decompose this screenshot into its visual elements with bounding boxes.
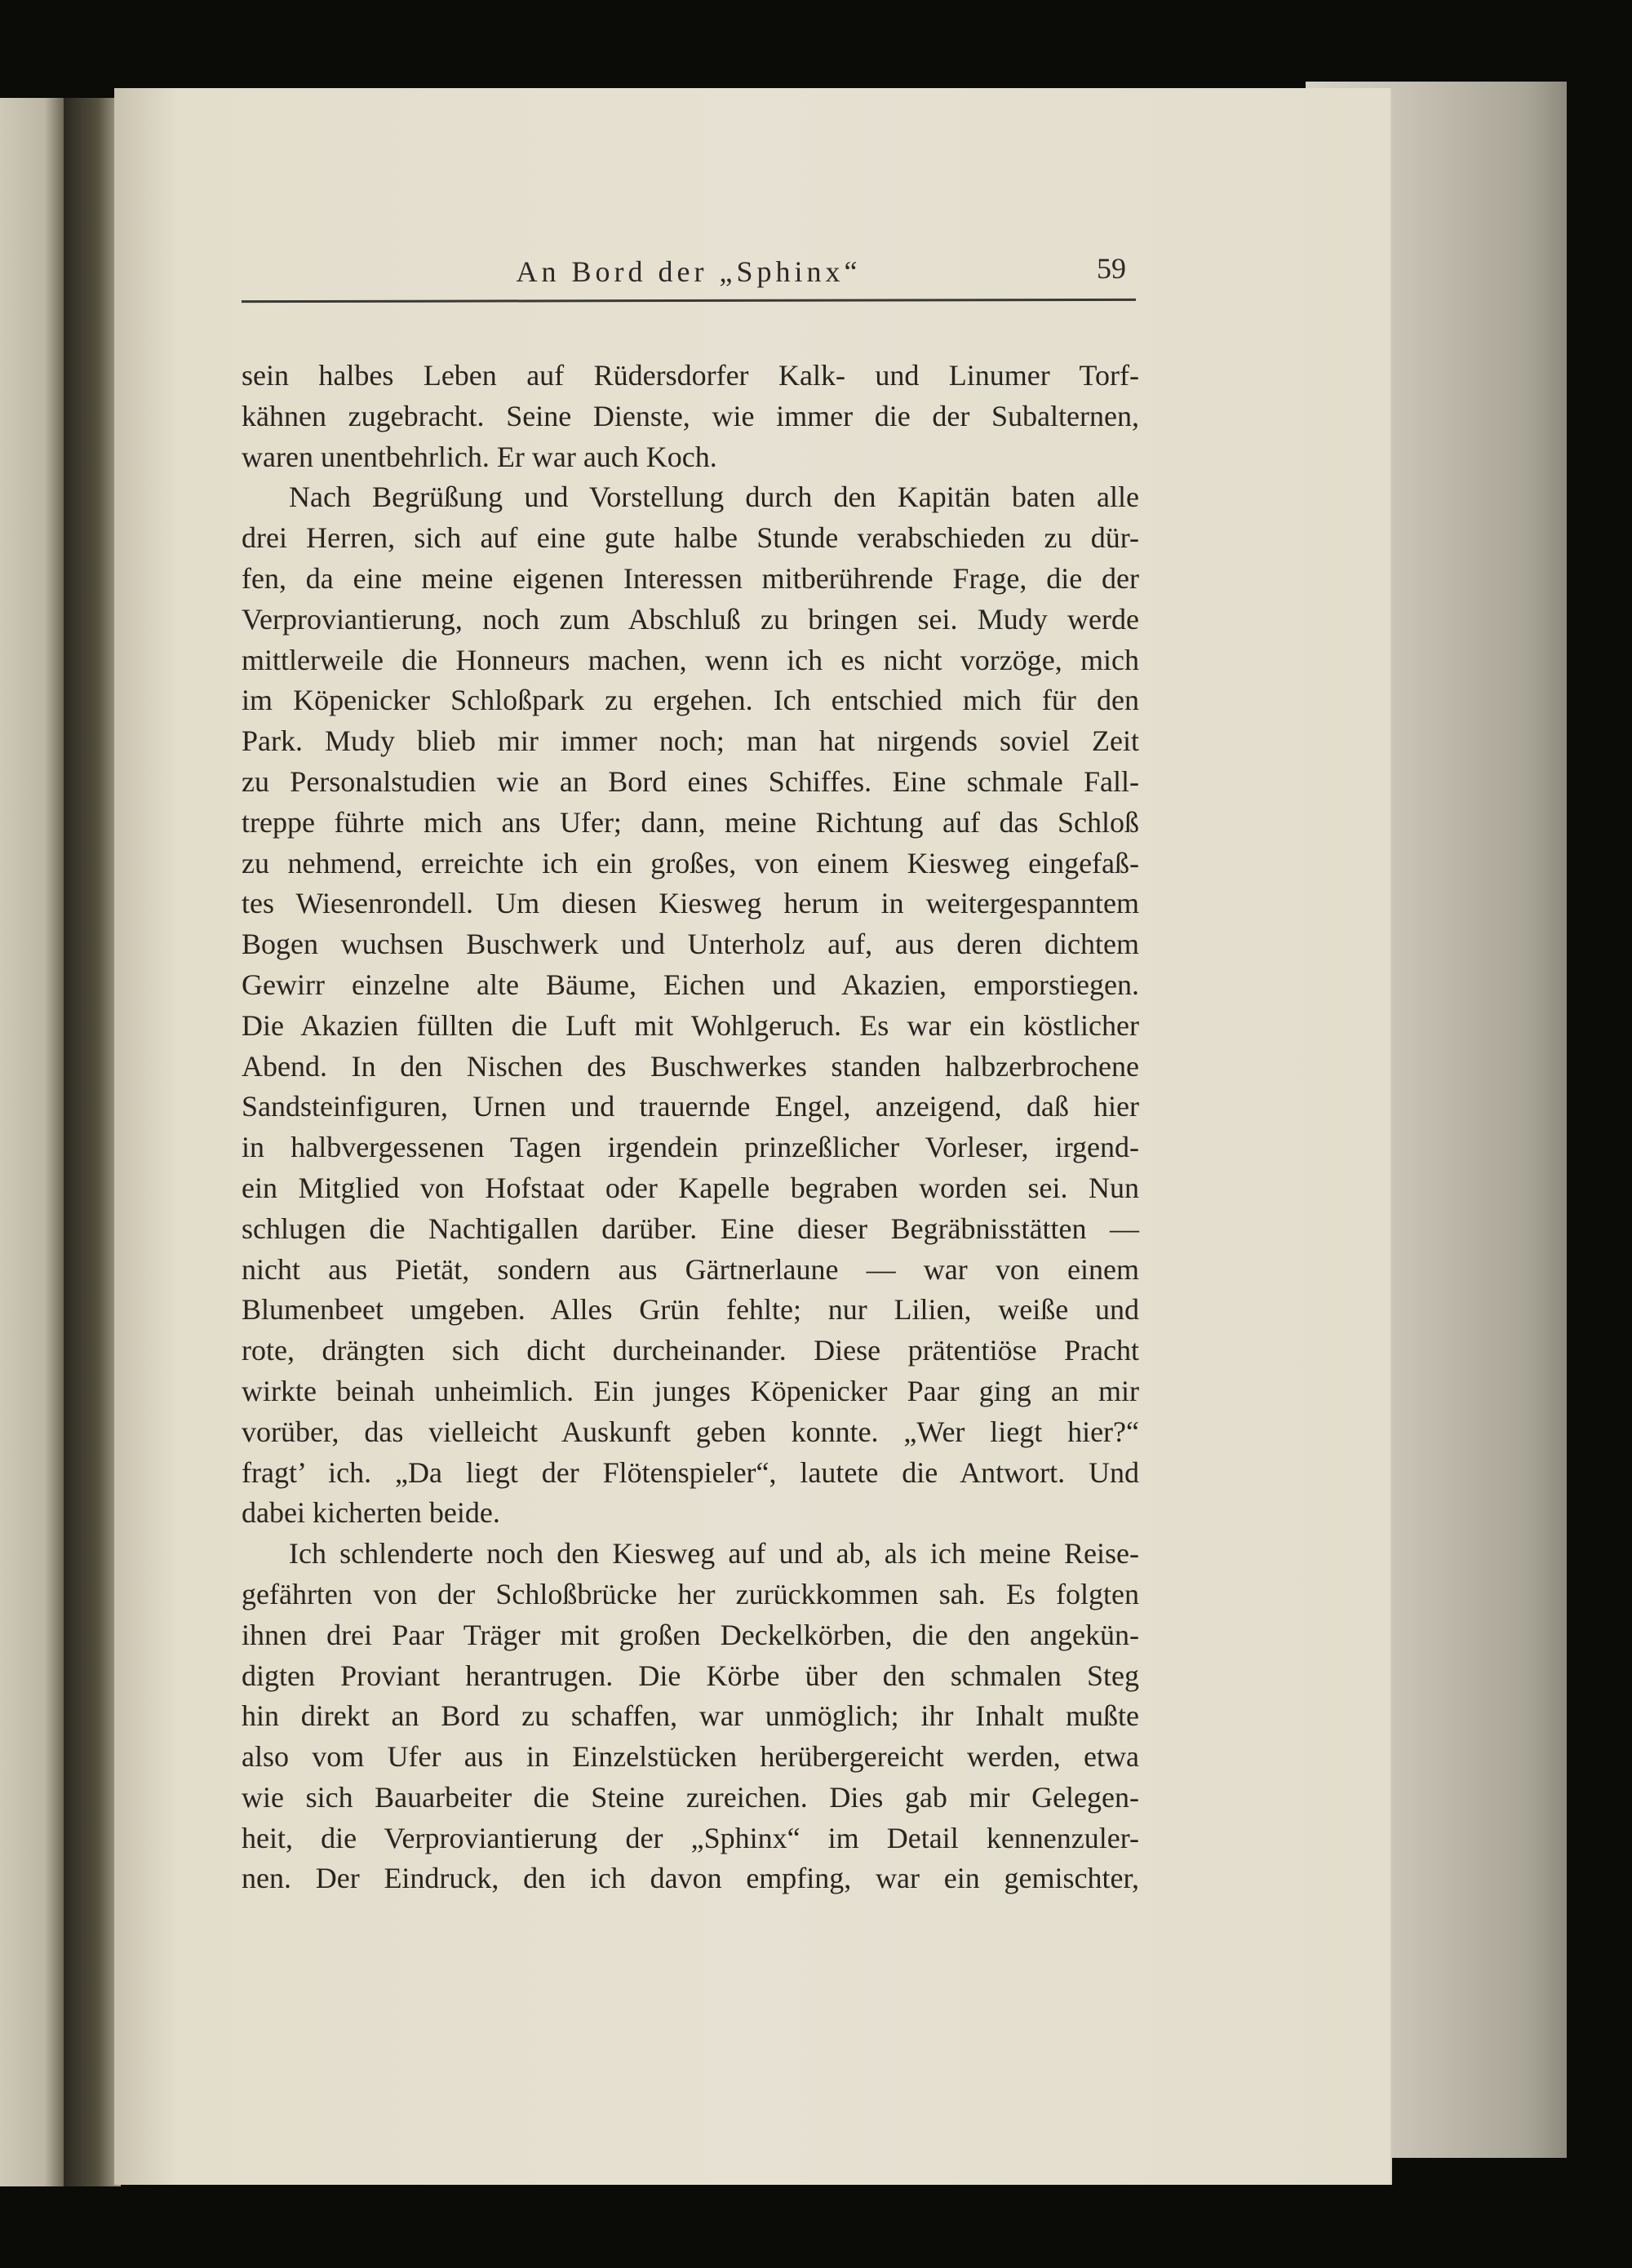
text-line: zu Personalstudien wie an Bord eines Schiffes. Eine schmale Fall- [242, 764, 1139, 798]
text-line: Sandsteinfiguren, Urnen und trauernde Engel, anzeigend, daß hier [242, 1090, 1139, 1123]
body-text [242, 356, 1139, 1899]
text-line: heit, die Verproviantierung der „Sphinx“ im Detail kennenzuler- [242, 1821, 1139, 1854]
text-line: nen. Der Eindruck, den ich davon empfing, war ein gemischter, [242, 1862, 1139, 1895]
text-line: treppe führte mich ans Ufer; dann, meine Richtung auf das Schloß [242, 805, 1139, 839]
text-line: drei Herren, sich auf eine gute halbe Stunde verabschieden zu dür- [242, 521, 1139, 555]
text-line: fen, da eine meine eigenen Interessen mitberührende Frage, die der [242, 561, 1139, 595]
text-line: hin direkt an Bord zu schaffen, war unmöglich; ihr Inhalt mußte [242, 1699, 1139, 1733]
facing-page-edge [0, 98, 64, 2186]
running-head-title: An Bord der „Sphinx“ [516, 255, 862, 288]
text-line: sein halbes Leben auf Rüdersdorfer Kalk- und Linumer Torf- [242, 359, 1139, 392]
text-line: Blumenbeet umgeben. Alles Grün fehlte; nur Lilien, weiße und [242, 1293, 1139, 1327]
text-line: vorüber, das vielleicht Auskunft geben konnte. „Wer liegt hier?“ [242, 1415, 1139, 1448]
page-number: 59 [1097, 252, 1126, 285]
book-gutter [64, 98, 121, 2186]
text-line: nicht aus Pietät, sondern aus Gärtnerlaune — war von einem [242, 1252, 1139, 1286]
text-line: dabei kicherten beide. [242, 1496, 500, 1530]
text-line: ihnen drei Paar Träger mit großen Deckelkörben, die den angekün- [242, 1618, 1139, 1651]
text-line: tes Wiesenrondell. Um diesen Kiesweg herum in weitergespanntem [242, 887, 1139, 920]
text-line: schlugen die Nachtigallen darüber. Eine dieser Begräbnisstätten — [242, 1212, 1139, 1245]
text-line: mittlerweile die Honneurs machen, wenn ich es nicht vorzöge, mich [242, 643, 1139, 676]
text-line: wie sich Bauarbeiter die Steine zureichen. Dies gab mir Gelegen- [242, 1780, 1139, 1814]
text-line: zu nehmend, erreichte ich ein großes, von einem Kiesweg eingefaß- [242, 846, 1139, 879]
text-line: wirkte beinah unheimlich. Ein junges Köpenicker Paar ging an mir [242, 1374, 1139, 1407]
text-line: Bogen wuchsen Buschwerk und Unterholz auf, aus deren dichtem [242, 928, 1139, 961]
text-line: Die Akazien füllten die Luft mit Wohlgeruch. Es war ein köstlicher [242, 1008, 1139, 1042]
text-line: waren unentbehrlich. Er war auch Koch. [242, 440, 717, 473]
text-line: in halbvergessenen Tagen irgendein prinzeßlicher Vorleser, irgend- [242, 1131, 1139, 1164]
running-head [242, 245, 1136, 294]
text-line: also vom Ufer aus in Einzelstücken herübergereicht werden, etwa [242, 1740, 1139, 1774]
text-line: Abend. In den Nischen des Buschwerkes standen halbzerbrochene [242, 1049, 1139, 1083]
text-line: gefährten von der Schloßbrücke her zurückkommen sah. Es folgten [242, 1577, 1139, 1610]
text-line: Gewirr einzelne alte Bäume, Eichen und Akazien, emporstiegen. [242, 968, 1139, 1001]
text-line: fragt’ ich. „Da liegt der Flötenspieler“, lautete die Antwort. Und [242, 1455, 1139, 1489]
text-line: ein Mitglied von Hofstaat oder Kapelle begraben worden sei. Nun [242, 1171, 1139, 1204]
text-line: digten Proviant herantrugen. Die Körbe über den schmalen Steg [242, 1659, 1139, 1692]
text-line: kähnen zugebracht. Seine Dienste, wie immer die der Subalternen, [242, 399, 1139, 432]
text-line: Nach Begrüßung und Vorstellung durch den Kapitän baten alle [289, 481, 1139, 514]
text-line: im Köpenicker Schloßpark zu ergehen. Ich entschied mich für den [242, 684, 1139, 717]
text-line: Ich schlenderte noch den Kiesweg auf und ab, als ich meine Reise- [289, 1537, 1139, 1570]
text-line: rote, drängten sich dicht durcheinander. Diese prätentiöse Pracht [242, 1334, 1139, 1367]
text-line: Park. Mudy blieb mir immer noch; man hat nirgends soviel Zeit [242, 724, 1139, 758]
text-line: Verproviantierung, noch zum Abschluß zu bringen sei. Mudy werde [242, 602, 1139, 636]
